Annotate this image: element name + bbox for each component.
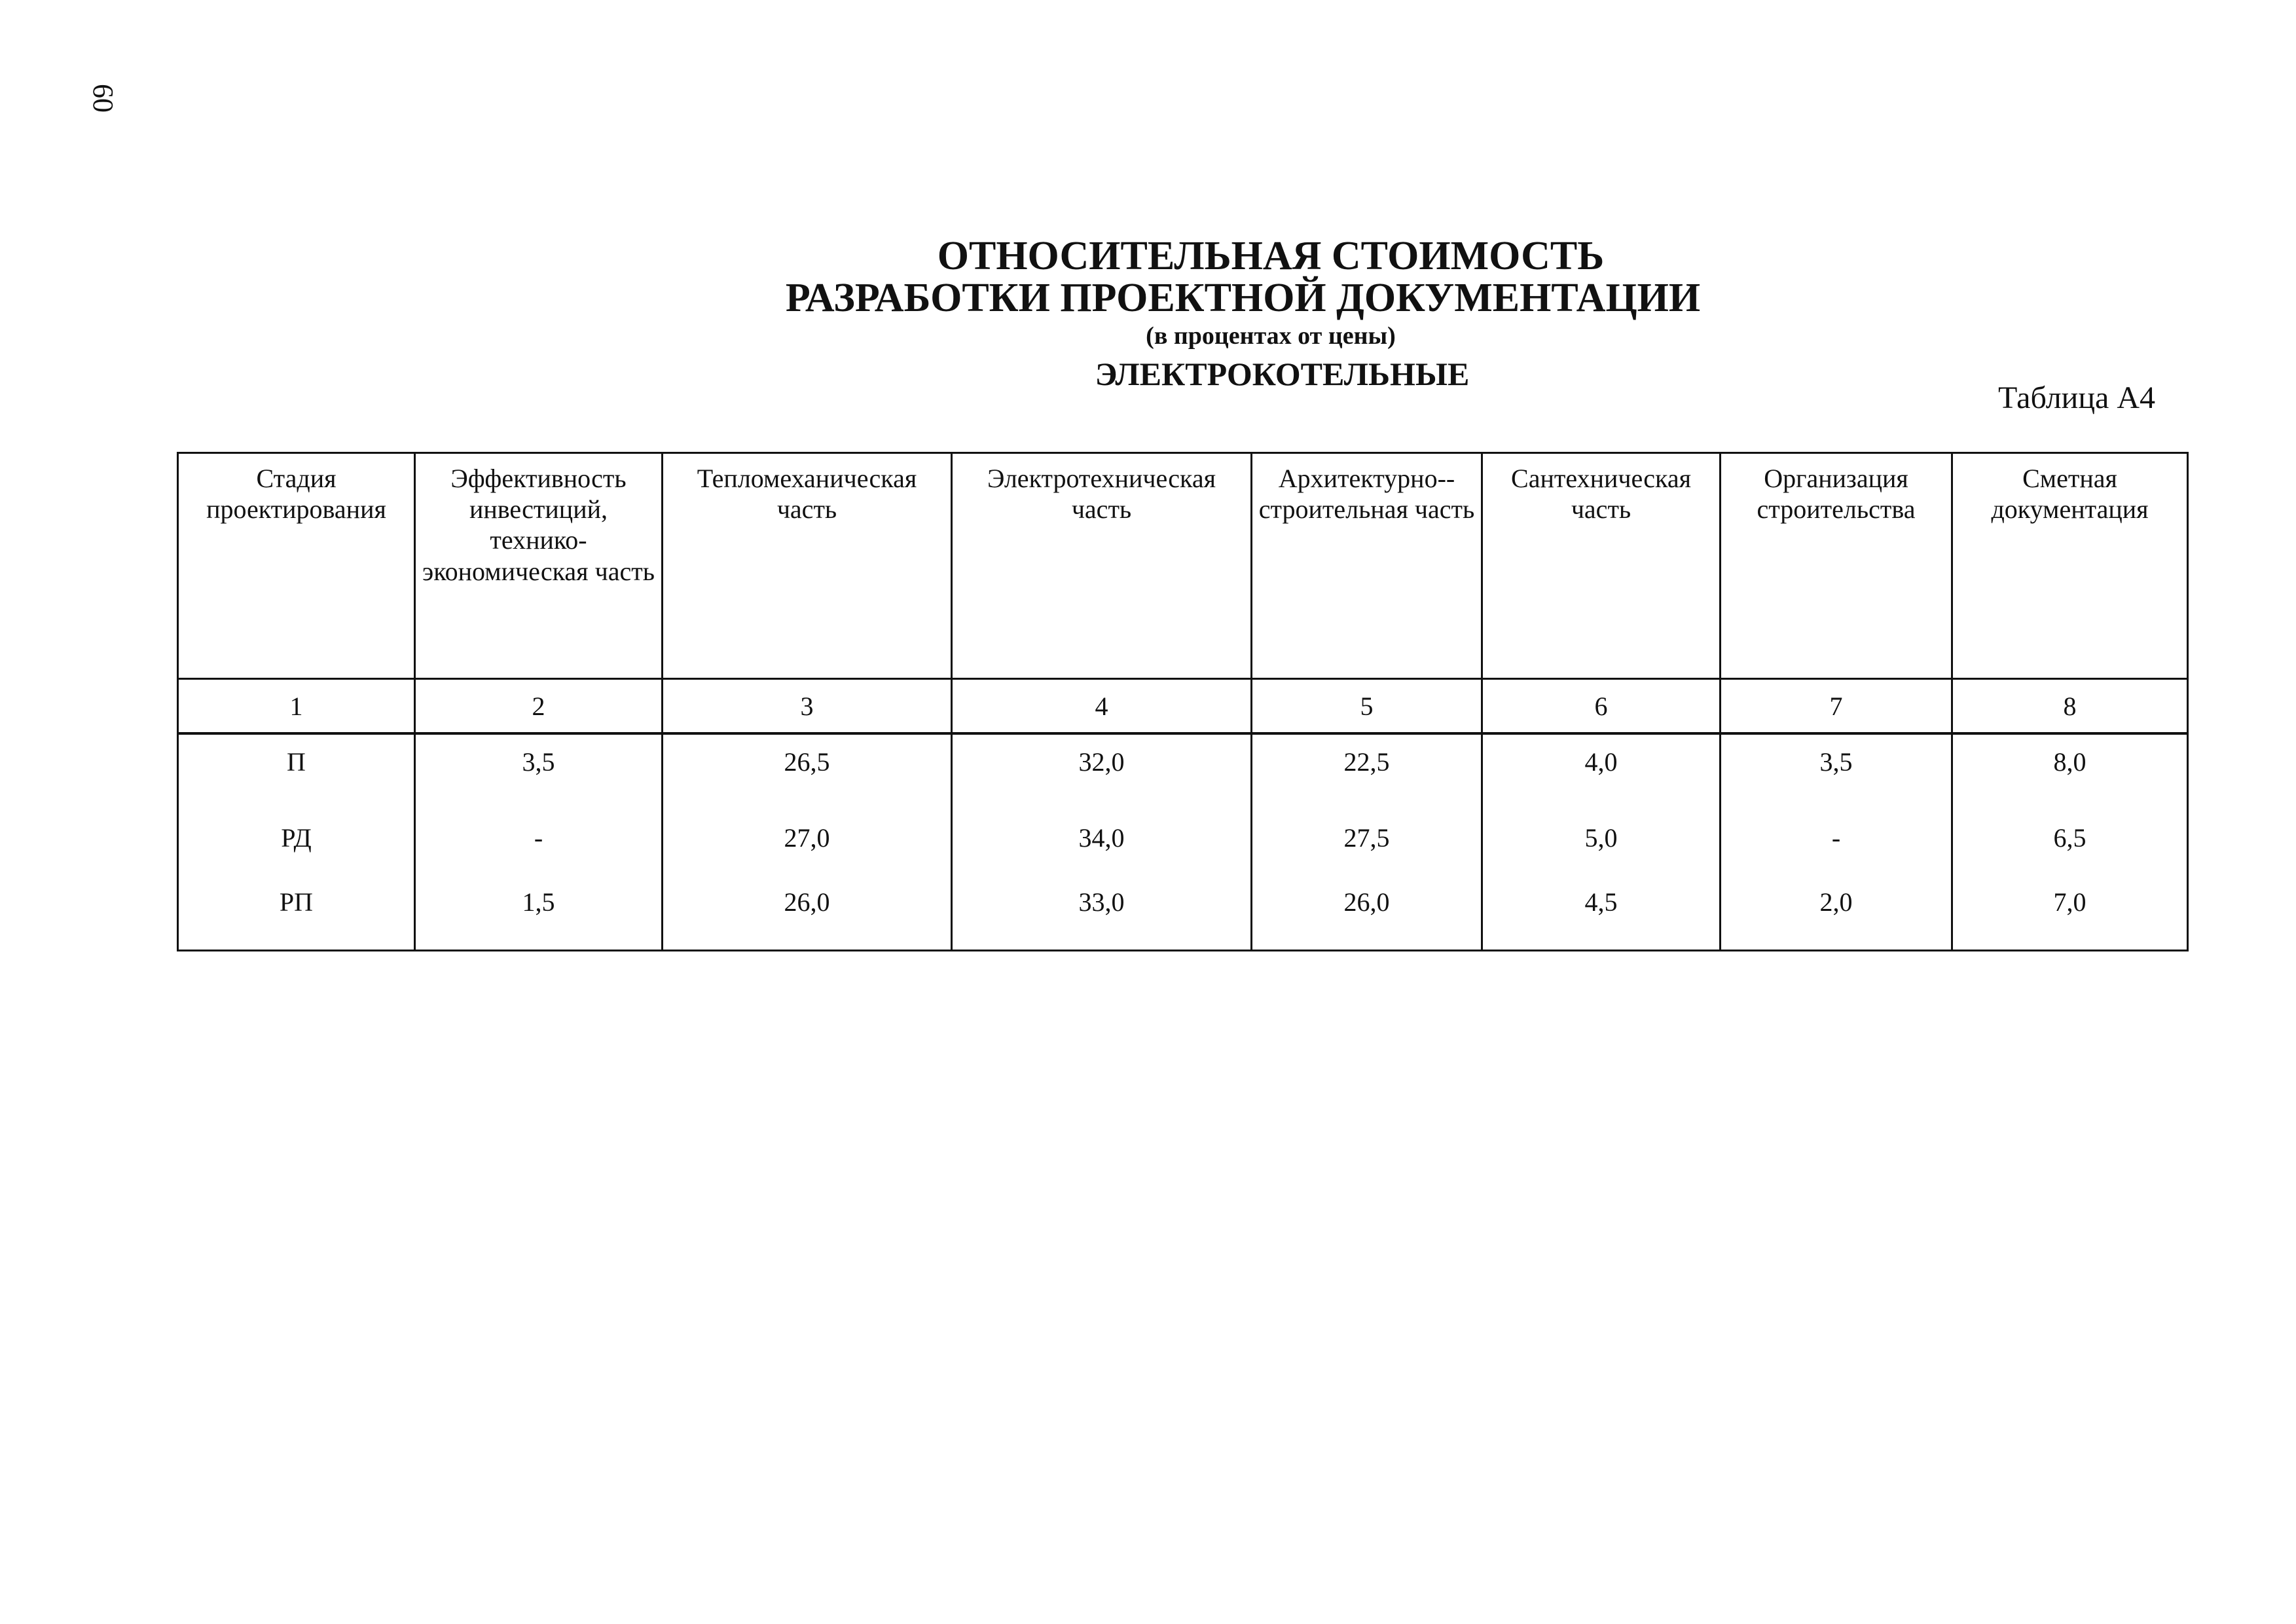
column-number: 1: [178, 679, 415, 734]
table-cell: 4,5: [1482, 887, 1721, 951]
table-cell: 26,5: [663, 733, 952, 822]
table-cell: -: [415, 822, 663, 887]
column-number: 3: [663, 679, 952, 734]
title-line-2: РАЗРАБОТКИ ПРОЕКТНОЙ ДОКУМЕНТАЦИИ: [785, 276, 1701, 320]
column-number: 5: [1252, 679, 1482, 734]
table-row: [178, 887, 2188, 951]
data-table: [177, 452, 2189, 951]
title-line-3: ЭЛЕКТРОКОТЕЛЬНЫЕ: [1095, 356, 1470, 392]
header-cell: Стадия проектирования: [178, 453, 415, 679]
table-cell: 26,0: [663, 887, 952, 951]
title-subtitle: (в процентах от цены): [1146, 322, 1396, 350]
header-row: [178, 453, 2188, 679]
table-cell: 2,0: [1721, 887, 1952, 951]
title-line-1: ОТНОСИТЕЛЬНАЯ СТОИМОСТЬ: [937, 234, 1605, 278]
table-cell: 3,5: [1721, 733, 1952, 822]
table-cell: 3,5: [415, 733, 663, 822]
title-block: [0, 236, 2296, 390]
table-row: [178, 822, 2188, 887]
table-cell: РД: [178, 822, 415, 887]
header-cell: Сметная документация: [1952, 453, 2188, 679]
table-cell: 27,0: [663, 822, 952, 887]
column-number: 2: [415, 679, 663, 734]
table-cell: 22,5: [1252, 733, 1482, 822]
table-cell: 6,5: [1952, 822, 2188, 887]
header-cell: Электротехническая часть: [952, 453, 1252, 679]
table-cell: 7,0: [1952, 887, 2188, 951]
column-number: 8: [1952, 679, 2188, 734]
table-cell: 34,0: [952, 822, 1252, 887]
table-cell: 27,5: [1252, 822, 1482, 887]
table-cell: 4,0: [1482, 733, 1721, 822]
header-cell: Тепломеханическая часть: [663, 453, 952, 679]
column-number: 4: [952, 679, 1252, 734]
header-cell: Эффективность инвестиций, технико-экономическая часть: [415, 453, 663, 679]
header-cell: Архитектурно--строительная часть: [1252, 453, 1482, 679]
table-cell: 5,0: [1482, 822, 1721, 887]
table-cell: 32,0: [952, 733, 1252, 822]
column-number: 6: [1482, 679, 1721, 734]
page-number: 60: [87, 84, 119, 113]
table-cell: 33,0: [952, 887, 1252, 951]
header-cell: Организация строительства: [1721, 453, 1952, 679]
table-cell: 1,5: [415, 887, 663, 951]
table-cell: 8,0: [1952, 733, 2188, 822]
table-cell: РП: [178, 887, 415, 951]
header-cell: Сантехническая часть: [1482, 453, 1721, 679]
column-number: 7: [1721, 679, 1952, 734]
table-cell: 26,0: [1252, 887, 1482, 951]
table-cell: П: [178, 733, 415, 822]
column-number-row: [178, 679, 2188, 734]
table-cell: -: [1721, 822, 1952, 887]
table-row: [178, 733, 2188, 822]
table-label: Таблица А4: [1998, 380, 2155, 415]
